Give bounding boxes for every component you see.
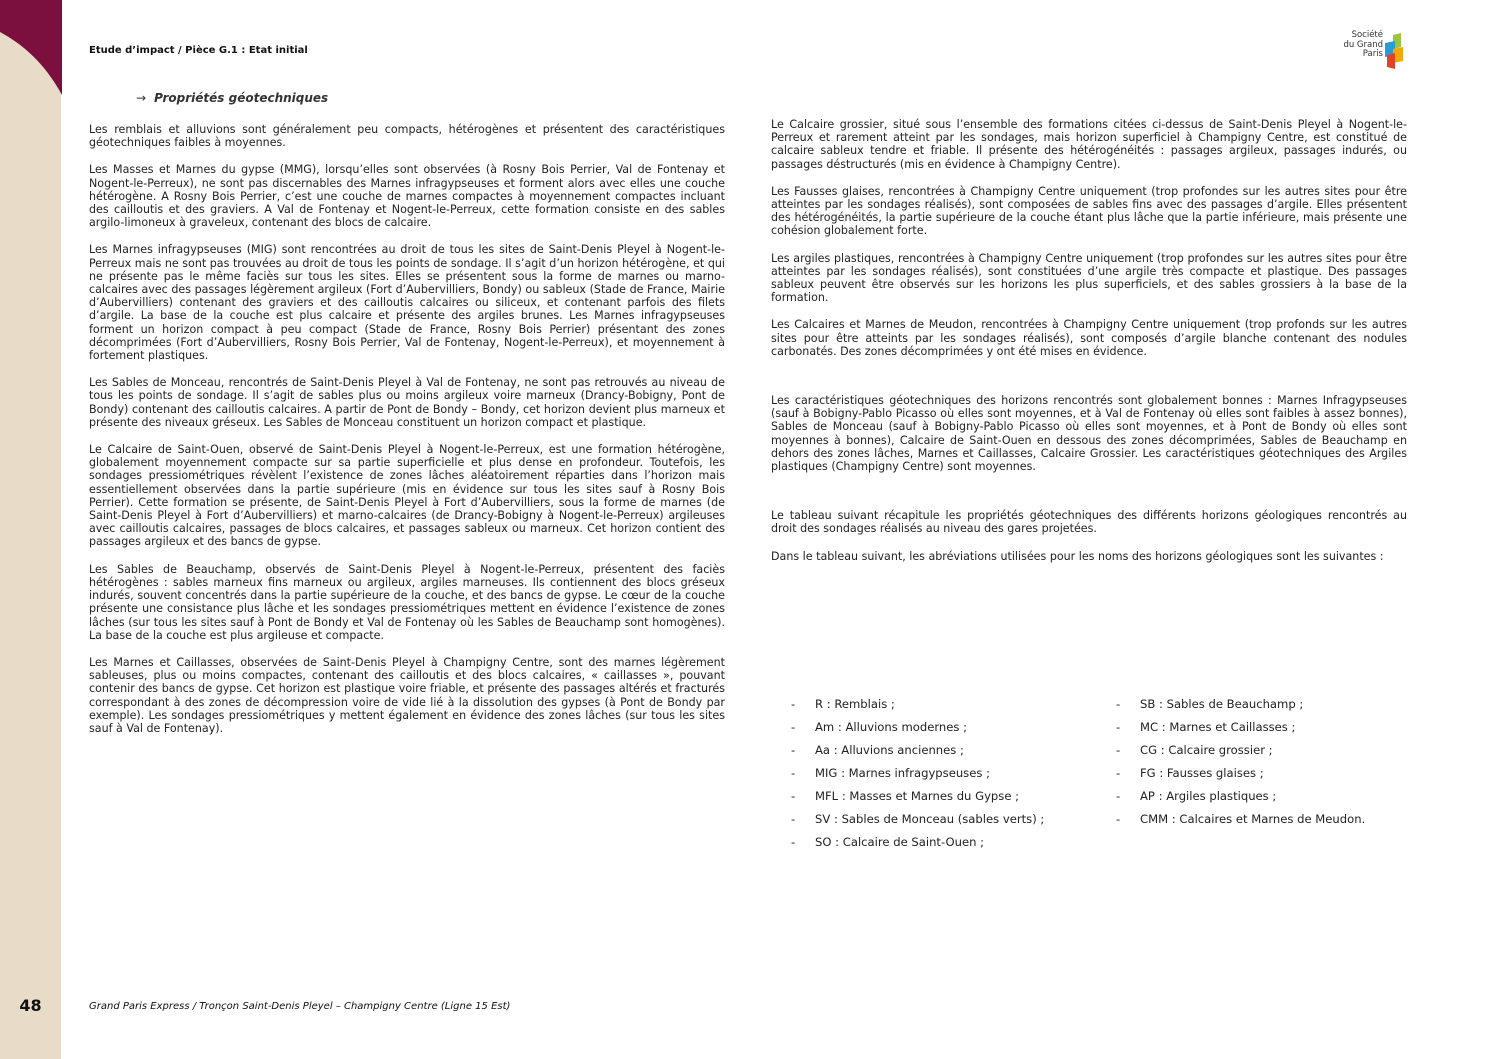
paragraph-sables-monceau: Les Sables de Monceau, rencontrés de Saint-Denis Pleyel à Val de Fontenay, ne sont pas retrouvés au niveau de tous les points de sondage. Il s’agit de sables plus ou moins argileux voire marneux (Drancy-Bobigny, Pont de Bondy) contenant des cailloutis calcaires. A partir de Pont de Bondy – Bondy, cet horizon devient plus marneux et présente des niveaux gréseux. Les Sables de Monceau constituent un horizon compact et plastique. xyxy=(89,376,725,429)
list-item xyxy=(791,835,1044,858)
paragraph-sables-beauchamp: Les Sables de Beauchamp, observés de Saint-Denis Pleyel à Nogent-le-Perreux, présentent des faciès hétérogènes : sables marneux fins marneux ou argileux, argiles marneuses. Ils contiennent des blocs gréseux indurés, souvent concentrés dans la partie supérieure de la couche, et des bancs de gypse. Le cœur de la couche présente une consistance plus lâche et les sondages pressiométriques mettent en évidence l’existence de zones lâches (sur tous les sites sauf à Pont de Bondy et Val de Fontenay où les Sables de Beauchamp sont homogènes). La base de la couche est plus argileuse et compacte. xyxy=(89,562,725,642)
abbreviation-text: Aa : Alluvions anciennes ; xyxy=(815,743,964,757)
section-title-text: Propriétés géotechniques xyxy=(154,91,329,105)
abbreviation-text: MC : Marnes et Caillasses ; xyxy=(1140,720,1296,734)
paragraph-mmg: Les Masses et Marnes du gypse (MMG), lorsqu’elles sont observées (à Rosny Bois Perrier, Val de Fontenay et Nogent-le-Perreux), ne sont pas discernables des Marnes infragypseuses et forment alors avec elles une couche hétérogène. A Rosny Bois Perrier, c’est une couche de marnes compactes à moyennement compactes incluant des cailloutis et des graviers. A Val de Fontenay et Nogent-le-Perreux, cette formation consiste en des sables argilo-limoneux à graveleux, contenant des blocs de calcaire. xyxy=(89,163,725,230)
bullet: - xyxy=(1116,697,1121,711)
abbreviation-column-1 xyxy=(791,697,1044,858)
section-title xyxy=(136,91,328,105)
paragraph-marnes-caillasses: Les Marnes et Caillasses, observées de Saint-Denis Pleyel à Champigny Centre, sont des marnes légèrement sableuses, plus ou moins compactes, contenant des cailloutis et des blocs calcaires, « caillasses », pouvant contenir des bancs de gypse. Cet horizon est plastique voire friable, et présente des passages altérés et fracturés correspondant à des zones de décompression voire de vide lié à la dissolution des gypses (à Pont de Bondy par exemple). Les sondages pressiométriques y mettent également en évidence des zones lâches (sur tous les sites sauf à Val de Fontenay). xyxy=(89,655,725,735)
left-column xyxy=(89,123,725,749)
logo-line-3: Paris xyxy=(1362,49,1383,59)
logo-line-1: Société xyxy=(1351,30,1383,40)
abbreviation-text: AP : Argiles plastiques ; xyxy=(1140,789,1277,803)
list-item xyxy=(1116,743,1365,766)
right-column xyxy=(771,118,1407,577)
bullet: - xyxy=(791,789,796,803)
bullet: - xyxy=(1116,743,1121,757)
bullet: - xyxy=(1116,812,1121,826)
paragraph-calcaires-meudon: Les Calcaires et Marnes de Meudon, rencontrées à Champigny Centre uniquement (trop profonds sur les autres sites pour être atteints par les sondages réalisés), sont composés d’argile blanche contenant des nodules carbonatés. Des zones décomprimées y ont été mises en évidence. xyxy=(771,318,1407,358)
paragraph-calcaire-grossier: Le Calcaire grossier, situé sous l’ensemble des formations citées ci-dessus de Saint-Denis Pleyel à Nogent-le-Perreux et rarement atteint par les sondages, mais horizon superficiel à Champigny Centre, est constitué de calcaire sableux tendre et friable. Il présente des hétérogénéités : passages argileux, passages indurés, ou passages déstructurés (mis en évidence à Champigny Centre). xyxy=(771,118,1407,171)
list-item xyxy=(791,743,1044,766)
page-number: 48 xyxy=(19,996,42,1015)
paragraph-mig: Les Marnes infragypseuses (MIG) sont rencontrées au droit de tous les sites de Saint-Denis Pleyel à Nogent-le-Perreux mais ne sont pas trouvées au droit de tous les points de sondage. Il s’agit d’un horizon hétérogène, et qui ne présente pas le même faciès sur tous les sites. Elles se présentent sous la forme de marnes ou marno-calcaires avec des passages légèrement argileux (Fort d’Aubervilliers, Bondy) ou sableux (Stade de France, Mairie d’Aubervilliers) contenant des graviers et des cailloutis calcaires ou siliceux, et contenant parfois des filets d’argile. La base de la couche est plus calcaire et présente des argiles brunes. Les Marnes infragypseuses forment un horizon compact à peu compact (Stade de France, Rosny Bois Perrier) présentant des zones décomprimées (Fort d’Aubervilliers, Rosny Bois Perrier, Val de Fontenay, Nogent-le-Perreux), et moyennement à fortement plastiques. xyxy=(89,243,725,363)
abbreviation-column-2 xyxy=(1116,697,1365,835)
bullet: - xyxy=(791,835,796,849)
abbreviation-text: FG : Fausses glaises ; xyxy=(1140,766,1264,780)
list-item xyxy=(1116,812,1365,835)
list-item xyxy=(1116,720,1365,743)
paragraph-calcaire-saint-ouen: Le Calcaire de Saint-Ouen, observé de Saint-Denis Pleyel à Nogent-le-Perreux, est une formation hétérogène, globalement moyennement compacte sur sa partie superficielle et plus dense en profondeur. Toutefois, les sondages pressiométriques révèlent l’existence de zones lâches aléatoirement réparties dans l’horizon mais essentiellement observées dans la partie supérieure (mis en évidence sur tous les sites sauf à Rosny Bois Perrier). Cette formation se présente, de Saint-Denis Pleyel à Fort d’Aubervilliers, sous la forme de marnes (de Saint-Denis Pleyel à Fort d’Aubervilliers) et marno-calcaires (de Drancy-Bobigny à Nogent-le-Perreux) argileuses avec cailloutis calcaires, passages de blocs calcaires, et passages sableux ou marneux. Cet horizon contient des passages argileux et des bancs de gypse. xyxy=(89,443,725,549)
abbreviation-text: CG : Calcaire grossier ; xyxy=(1140,743,1273,757)
side-band xyxy=(0,0,61,1059)
company-logo xyxy=(1334,31,1409,71)
bullet: - xyxy=(791,743,796,757)
abbreviation-text: MFL : Masses et Marnes du Gypse ; xyxy=(815,789,1020,803)
bullet: - xyxy=(1116,766,1121,780)
arrow-icon: → xyxy=(136,91,147,105)
paragraph-argiles-plastiques: Les argiles plastiques, rencontrées à Champigny Centre uniquement (trop profondes sur les autres sites pour être atteintes par les sondages réalisés), sont constituées d’une argile très compacte et plastique. Des passages sableux peuvent être observés sur les horizons les plus superficiels, et des sables grossiers à la base de la formation. xyxy=(771,251,1407,305)
bullet: - xyxy=(1116,789,1121,803)
paragraph-abreviations-intro: Dans le tableau suivant, les abréviations utilisées pour les noms des horizons géologiques sont les suivantes : xyxy=(771,549,1384,563)
list-item xyxy=(791,766,1044,789)
paragraph-caracteristiques: Les caractéristiques géotechniques des horizons rencontrés sont globalement bonnes : Marnes Infragypseuses (sauf à Bobigny-Pablo Picasso où elles sont moyennes, et à Val de Fontenay où elles sont faibles à assez bonnes), Sables de Monceau (sauf à Bobigny-Pablo Picasso où elles sont moyennes, et à Pont de Bondy où elles sont moyennes à bonnes), Calcaire de Saint-Ouen en dessous des zones décomprimées, Sables de Beauchamp en dehors des zones lâches, Marnes et Caillasses, Calcaire Grossier. Les caractéristiques géotechniques des Argiles plastiques (Champigny Centre) sont moyennes. xyxy=(771,394,1407,474)
abbreviation-text: SO : Calcaire de Saint-Ouen ; xyxy=(815,835,985,849)
bullet: - xyxy=(791,812,796,826)
paragraph-remblais: Les remblais et alluvions sont généralement peu compacts, hétérogènes et présentent des caractéristiques géotechniques faibles à moyennes. xyxy=(89,123,725,150)
abbreviation-text: SV : Sables de Monceau (sables verts) ; xyxy=(815,812,1045,826)
page-header: Etude d’impact / Pièce G.1 : Etat initial xyxy=(89,45,308,56)
bullet: - xyxy=(1116,720,1121,734)
logo-line-2: du Grand xyxy=(1343,39,1383,50)
list-item xyxy=(1116,766,1365,789)
list-item xyxy=(791,697,1044,720)
list-item xyxy=(791,789,1044,812)
paragraph-tableau-intro: Le tableau suivant récapitule les propriétés géotechniques des différents horizons géologiques rencontrés au droit des sondages réalisés au niveau des gares projetées. xyxy=(771,509,1407,536)
list-item xyxy=(1116,789,1365,812)
abbreviation-text: Am : Alluvions modernes ; xyxy=(815,720,968,734)
logo-text xyxy=(1343,31,1383,60)
page-footer: Grand Paris Express / Tronçon Saint-Denis Pleyel – Champigny Centre (Ligne 15 Est) xyxy=(89,1001,511,1012)
list-item xyxy=(791,720,1044,743)
abbreviation-text: R : Remblais ; xyxy=(815,697,895,711)
bullet: - xyxy=(791,766,796,780)
abbreviation-text: MIG : Marnes infragypseuses ; xyxy=(815,766,990,780)
bullet: - xyxy=(791,697,796,711)
abbreviation-text: SB : Sables de Beauchamp ; xyxy=(1140,697,1304,711)
corner-accent xyxy=(0,0,62,95)
list-item xyxy=(791,812,1044,835)
paragraph-fausses-glaises: Les Fausses glaises, rencontrées à Champigny Centre uniquement (trop profondes sur les autres sites pour être atteintes par les sondages réalisés), sont composées de sables fins avec des passages d’argile. Elles présentent des hétérogénéités, la partie supérieure de la couche étant plus lâche que la partie inférieure, mais présente une cohésion globalement forte. xyxy=(771,184,1407,238)
list-item xyxy=(1116,697,1365,720)
bullet: - xyxy=(791,720,796,734)
logo-mark-icon xyxy=(1385,33,1405,69)
abbreviation-text: CMM : Calcaires et Marnes de Meudon. xyxy=(1140,812,1366,826)
